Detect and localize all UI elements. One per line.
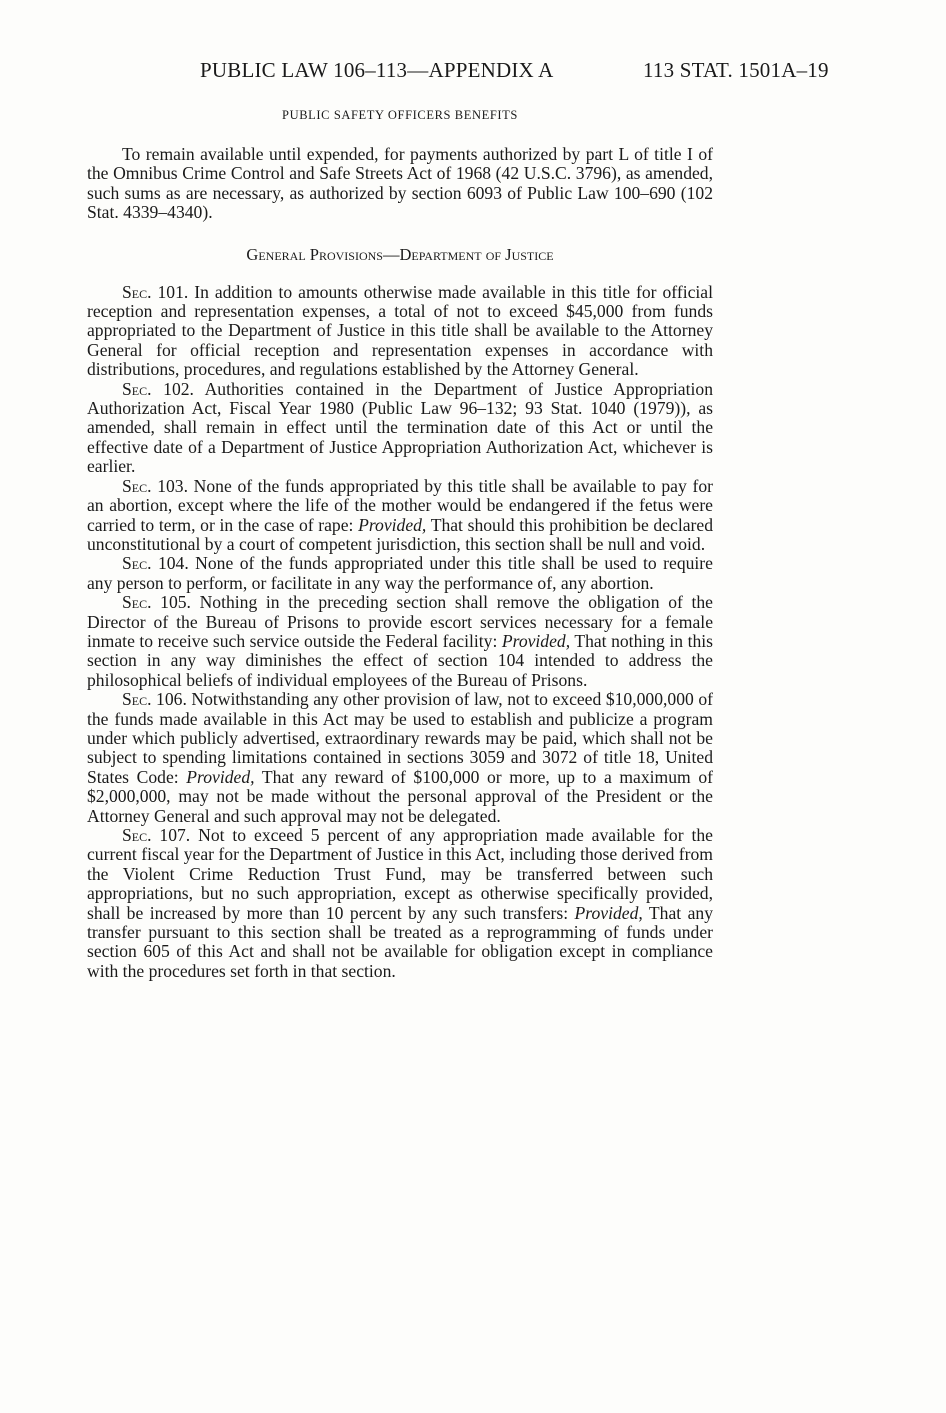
psob-paragraph: To remain available until expended, for payments authorized by part L of title I of the Omnibus Crime Control and Safe Streets Act of 1968 (42 U.S.C. 3796), as amended, such sums as are necessary, as authorized by section 6093 of Public Law 100–690 (102 Stat. 4339–4340). [87, 144, 713, 223]
section-text: Notwithstanding any other provision of law, not to exceed $10,000,000 of the funds made available in this Act may be used to establish and publicize a program under which publicly advertised, extraordinary rewards may be paid, which shall not be subject to spending limitations contained in sections 3059 and 3072 of title 18, United States Code: [87, 689, 713, 787]
proviso-italic: Provided, [574, 902, 643, 923]
proviso-italic: Provided, [358, 514, 427, 535]
section-label: Sec. 101. [122, 281, 189, 302]
section-text: None of the funds appropriated under this title shall be used to require any person to perform, or facilitate in any way the performance of, any abortion. [87, 553, 713, 593]
section-text: In addition to amounts otherwise made available in this title for official reception and representation expenses, a total of not to exceed $45,000 from funds appropriated to the Department of Justice in this title shall be available to the Attorney General for official reception and representation expenses in accordance with distributions, procedures, and regulations established by the Attorney General. [87, 281, 713, 380]
section-105 [87, 593, 713, 690]
section-text: That nothing in this section in any way diminishes the effect of section 104 intended to address the philosophical beliefs of individual employees of the Bureau of Prisons. [87, 630, 713, 690]
section-text: That any transfer pursuant to this section shall be treated as a reprogramming of funds under section 605 of this Act and shall not be available for obligation except in compliance with the procedures set forth in that section. [87, 902, 713, 981]
section-label: Sec. 104. [122, 553, 189, 574]
section-heading-general-provisions: General Provisions—Department of Justice [246, 244, 554, 264]
section-103 [87, 477, 713, 555]
section-101 [87, 283, 713, 380]
section-text: That any reward of $100,000 or more, up to a maximum of $2,000,000, may not be made without the personal approval of the President or the Attorney General and such approval may not be delegated. [87, 766, 713, 826]
proviso-italic: Provided, [501, 630, 571, 651]
section-label: Sec. 105. [122, 592, 191, 613]
section-label: Sec. 102. [122, 378, 194, 399]
section-heading-psob: PUBLIC SAFETY OFFICERS BENEFITS [282, 108, 518, 122]
section-104 [87, 554, 713, 593]
section-text: Not to exceed 5 percent of any appropriation made available for the current fiscal year for the Department of Justice in this Act, including those derived from the Violent Crime Reduction Trust Fund, may be transferred between such appropriations, but no such appropriation, except as otherwise specifically provided, shall be increased by more than 10 percent by any such transfers: [87, 825, 713, 923]
header-title: PUBLIC LAW 106–113—APPENDIX A [200, 58, 554, 82]
section-label: Sec. 107. [122, 825, 191, 845]
section-text: Nothing in the preceding section shall remove the obligation of the Director of the Bureau of Prisons to provide escort services necessary for a female inmate to receive such service outside the Federal facility: [87, 592, 713, 651]
header-stat-citation: 113 STAT. 1501A–19 [643, 58, 829, 82]
page-body [87, 108, 713, 981]
section-text: That should this prohibition be declared unconstitutional by a court of competent jurisdiction, this section shall be null and void. [87, 514, 713, 554]
proviso-italic: Provided, [186, 766, 255, 787]
section-107 [87, 826, 713, 981]
section-label: Sec. 106. [122, 689, 187, 710]
section-label: Sec. 103. [122, 475, 188, 496]
section-text: Authorities contained in the Department of Justice Appropriation Authorization Act, Fiscal Year 1980 (Public Law 96–132; 93 Stat. 1040 (1979)), as amended, shall remain in effect until the termination date of this Act or until the effective date of a Department of Justice Appropriation Authorization Act, whichever is earlier. [87, 378, 713, 477]
section-text: None of the funds appropriated by this title shall be available to pay for an abortion, except where the life of the mother would be endangered if the fetus were carried to term, or in the case of rape: [87, 475, 713, 535]
section-102 [87, 380, 713, 477]
section-106 [87, 690, 713, 826]
